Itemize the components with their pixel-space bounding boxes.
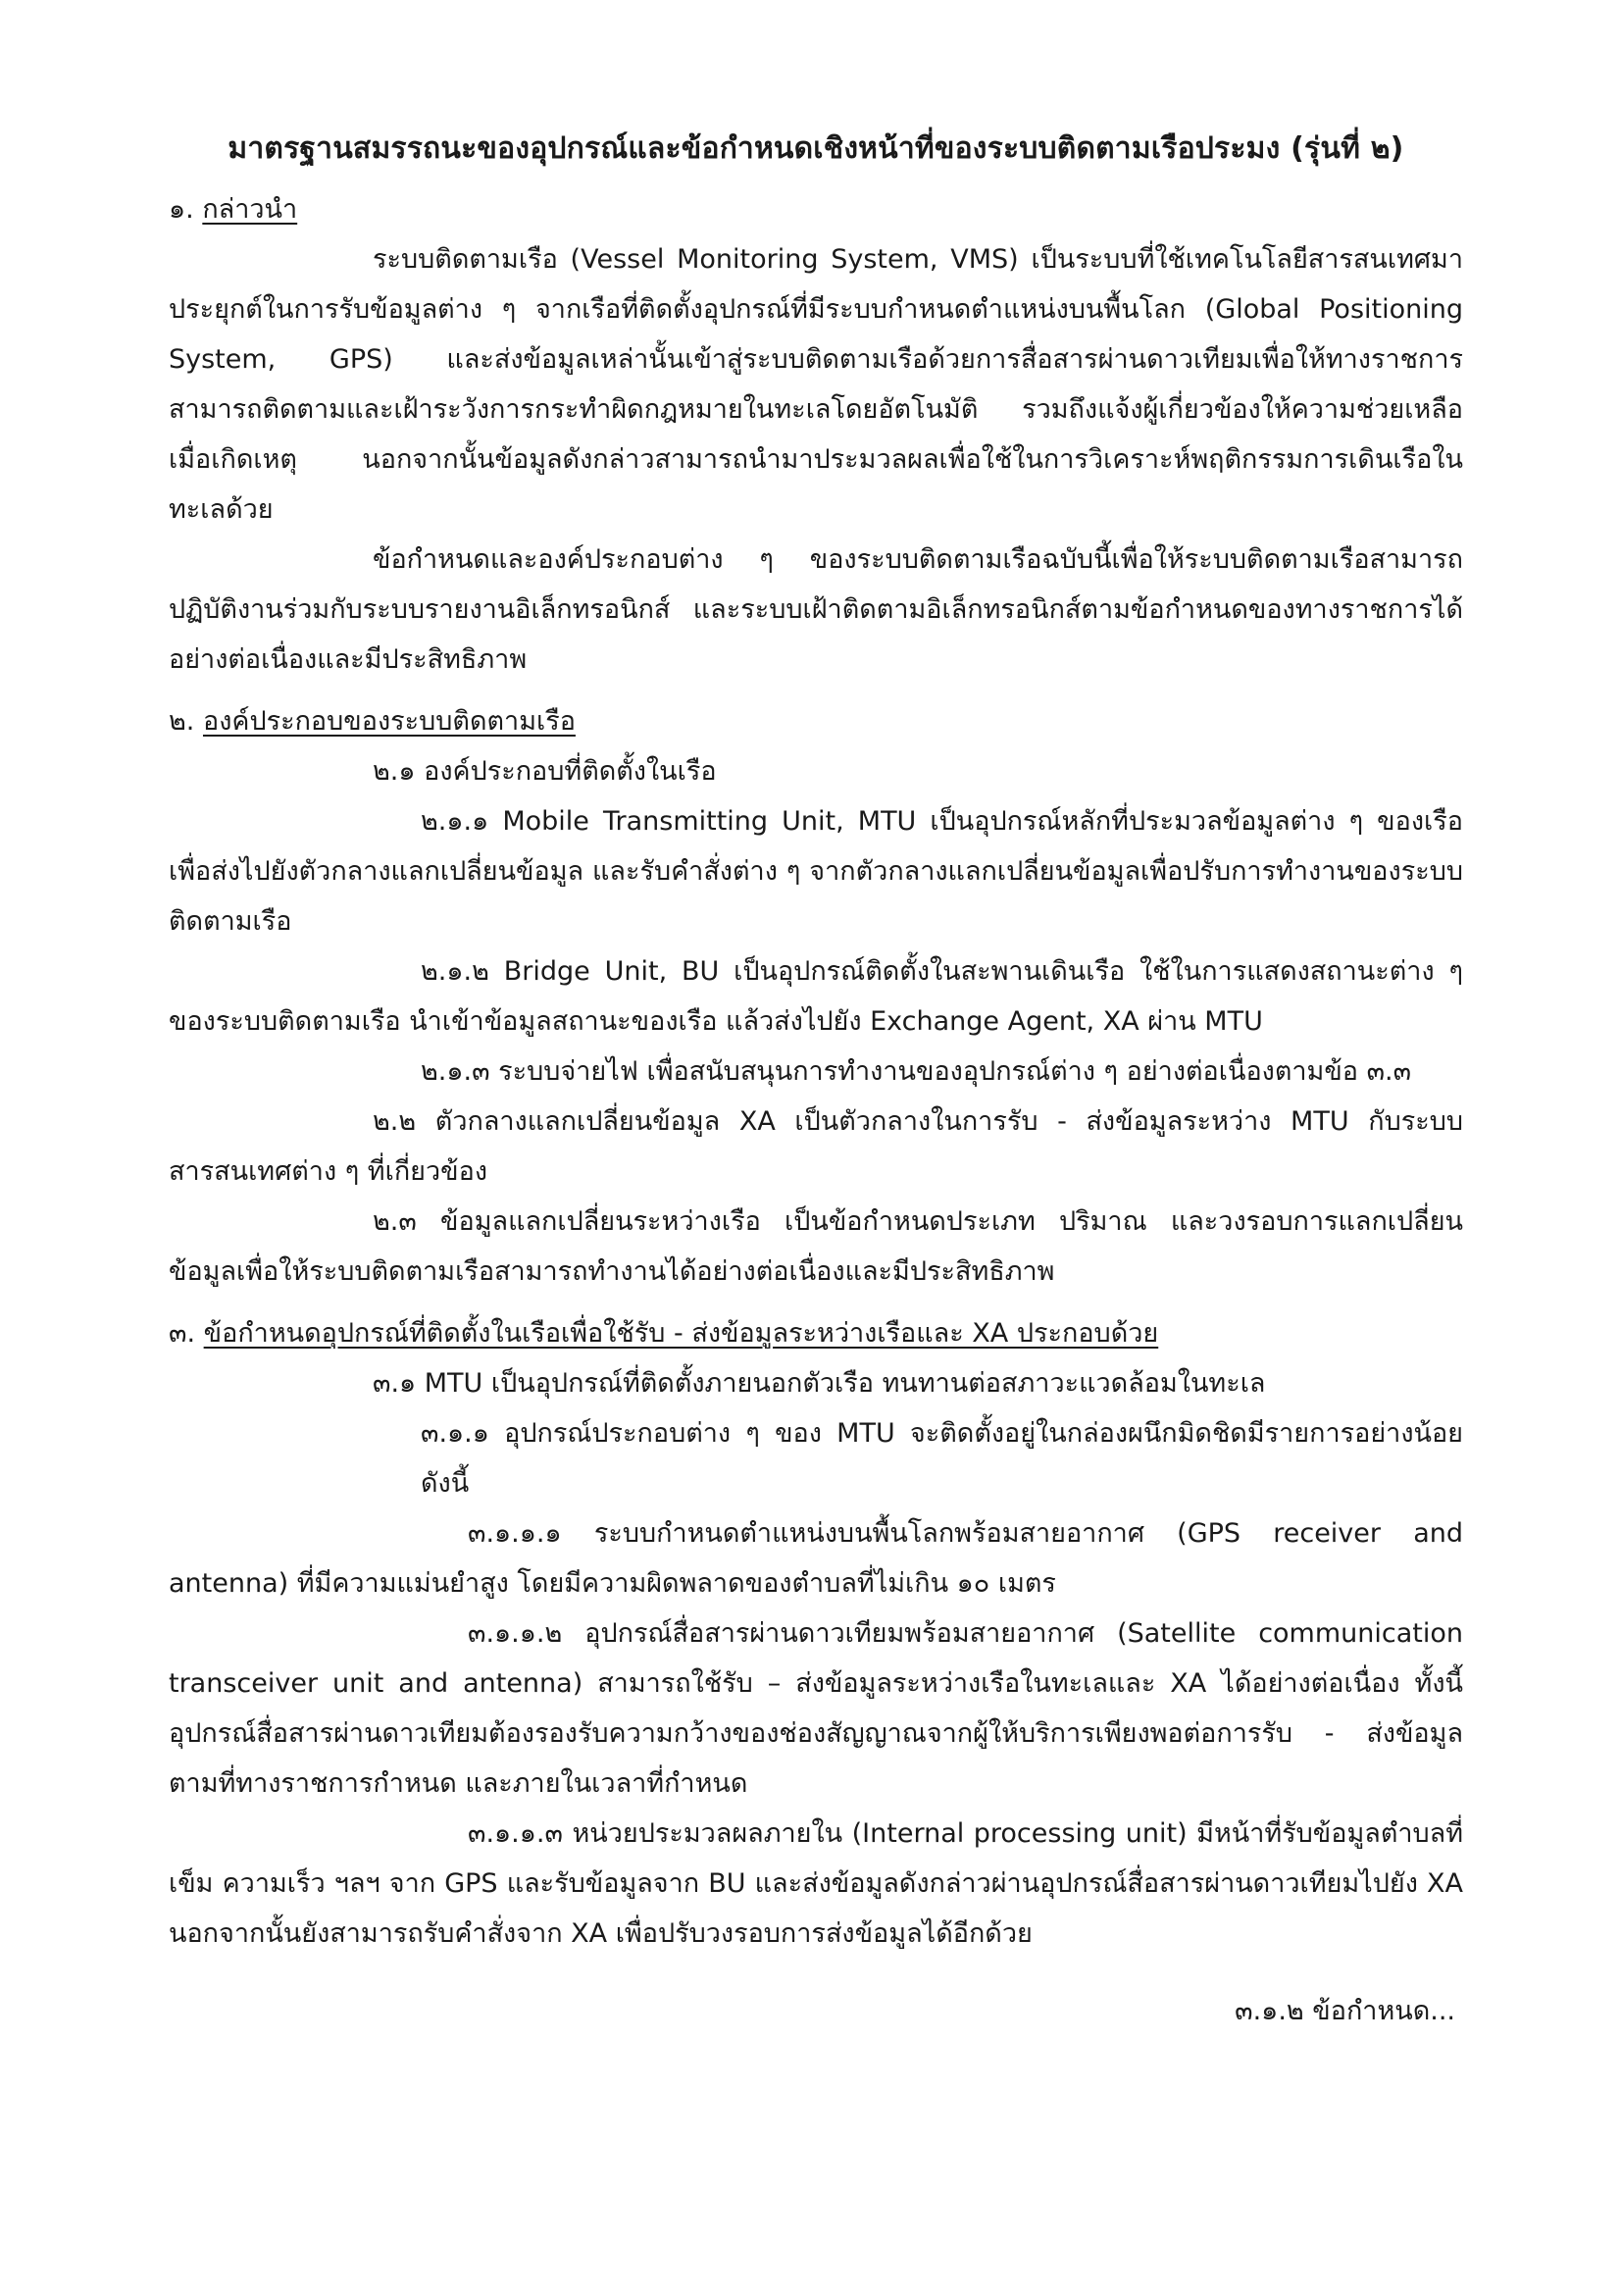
section-1-heading	[169, 184, 1463, 234]
document-page	[169, 128, 1463, 1959]
section-2-1-1: ๒.๑.๑ Mobile Transmitting Unit, MTU เป็นอุปกรณ์หลักที่ประมวลข้อมูลต่าง ๆ ของเรือเพื่อส่งไปยังตัวกลางแลกเปลี่ยนข้อมูล และรับคำสั่งต่าง ๆ จากตัวกลางแลกเปลี่ยนข้อมูลเพื่อปรับการทำงานของระบบติดตามเรือ	[169, 806, 1463, 937]
section-3-number: ๓.	[169, 1318, 196, 1349]
section-3-1-1: ๓.๑.๑ อุปกรณ์ประกอบต่าง ๆ ของ MTU จะติดตั้งอยู่ในกล่องผนึกมิดชิดมีรายการอย่างน้อยดังนี้	[421, 1418, 1463, 1499]
section-3-1-1-3: ๓.๑.๑.๓ หน่วยประมวลผลภายใน (Internal processing unit) มีหน้าที่รับข้อมูลตำบลที่ เข็ม ความเร็ว ฯลฯ จาก GPS และรับข้อมูลจาก BU และส่งข้อมูลดังกล่าวผ่านอุปกรณ์สื่อสารผ่านดาวเทียมไปยัง XA นอกจากนั้นยังสามารถรับคำสั่งจาก XA เพื่อปรับวงรอบการส่งข้อมูลได้อีกด้วย	[169, 1818, 1463, 1949]
section-2-2: ๒.๒ ตัวกลางแลกเปลี่ยนข้อมูล XA เป็นตัวกลางในการรับ - ส่งข้อมูลระหว่าง MTU กับระบบสารสนเทศต่าง ๆ ที่เกี่ยวข้อง	[169, 1106, 1463, 1187]
section-1-paragraph-1: ระบบติดตามเรือ (Vessel Monitoring System, VMS) เป็นระบบที่ใช้เทคโนโลยีสารสนเทศมาประยุกต์ในการรับข้อมูลต่าง ๆ จากเรือที่ติดตั้งอุปกรณ์ที่มีระบบกำหนดตำแหน่งบนพื้นโลก (Global Positioning System, GPS) และส่งข้อมูลเหล่านั้นเข้าสู่ระบบติดตามเรือด้วยการสื่อสารผ่านดาวเทียมเพื่อให้ทางราชการสามารถติดตามและเฝ้าระวังการกระทำผิดกฎหมายในทะเลโดยอัตโนมัติ รวมถึงแจ้งผู้เกี่ยวข้องให้ความช่วยเหลือเมื่อเกิดเหตุ นอกจากนั้นข้อมูลดังกล่าวสามารถนำมาประมวลผลเพื่อใช้ในการวิเคราะห์พฤติกรรมการเดินเรือในทะเลด้วย	[169, 244, 1463, 525]
section-3-1: ๓.๑ MTU เป็นอุปกรณ์ที่ติดตั้งภายนอกตัวเรือ ทนทานต่อสภาวะแวดล้อมในทะเล	[373, 1368, 1266, 1399]
section-1-number: ๑.	[169, 194, 194, 225]
section-1-paragraph-2: ข้อกำหนดและองค์ประกอบต่าง ๆ ของระบบติดตามเรือฉบับนี้เพื่อให้ระบบติดตามเรือสามารถปฏิบัติงานร่วมกับระบบรายงานอิเล็กทรอนิกส์ และระบบเฝ้าติดตามอิเล็กทรอนิกส์ตามข้อกำหนดของทางราชการได้อย่างต่อเนื่องและมีประสิทธิภาพ	[169, 544, 1463, 675]
section-2-1: ๒.๑ องค์ประกอบที่ติดตั้งในเรือ	[373, 756, 717, 787]
section-2-1-2: ๒.๑.๒ Bridge Unit, BU เป็นอุปกรณ์ติดตั้งในสะพานเดินเรือ ใช้ในการแสดงสถานะต่าง ๆ ของระบบติดตามเรือ นำเข้าข้อมูลสถานะของเรือ แล้วส่งไปยัง Exchange Agent, XA ผ่าน MTU	[169, 956, 1463, 1037]
section-3-heading	[169, 1308, 1463, 1358]
section-1-title: กล่าวนำ	[202, 194, 298, 225]
section-2-3: ๒.๓ ข้อมูลแลกเปลี่ยนระหว่างเรือ เป็นข้อกำหนดประเภท ปริมาณ และวงรอบการแลกเปลี่ยนข้อมูลเพื่อให้ระบบติดตามเรือสามารถทำงานได้อย่างต่อเนื่องและมีประสิทธิภาพ	[169, 1206, 1463, 1287]
section-2-title: องค์ประกอบของระบบติดตามเรือ	[202, 706, 576, 737]
section-2-heading	[169, 696, 1463, 746]
section-3-title: ข้อกำหนดอุปกรณ์ที่ติดตั้งในเรือเพื่อใช้รับ - ส่งข้อมูลระหว่างเรือและ XA ประกอบด้วย	[203, 1318, 1159, 1349]
document-title: มาตรฐานสมรรถนะของอุปกรณ์และข้อกำหนดเชิงหน้าที่ของระบบติดตามเรือประมง (รุ่นที่ ๒)	[228, 131, 1404, 166]
page-continuation-footer: ๓.๑.๒ ข้อกำหนด...	[1235, 1996, 1455, 2026]
section-2-number: ๒.	[169, 706, 195, 737]
section-3-1-1-1: ๓.๑.๑.๑ ระบบกำหนดตำแหน่งบนพื้นโลกพร้อมสายอากาศ (GPS receiver and antenna) ที่มีความแม่นยำสูง โดยมีความผิดพลาดของตำบลที่ไม่เกิน ๑๐ เมตร	[169, 1518, 1463, 1599]
section-2-1-3: ๒.๑.๓ ระบบจ่ายไฟ เพื่อสนับสนุนการทำงานของอุปกรณ์ต่าง ๆ อย่างต่อเนื่องตามข้อ ๓.๓	[421, 1056, 1412, 1087]
section-3-1-1-2: ๓.๑.๑.๒ อุปกรณ์สื่อสารผ่านดาวเทียมพร้อมสายอากาศ (Satellite communication transceiver unit and antenna) สามารถใช้รับ – ส่งข้อมูลระหว่างเรือในทะเลและ XA ได้อย่างต่อเนื่อง ทั้งนี้อุปกรณ์สื่อสารผ่านดาวเทียมต้องรองรับความกว้างของช่องสัญญาณจากผู้ให้บริการเพียงพอต่อการรับ - ส่งข้อมูลตามที่ทางราชการกำหนด และภายในเวลาที่กำหนด	[169, 1618, 1463, 1799]
